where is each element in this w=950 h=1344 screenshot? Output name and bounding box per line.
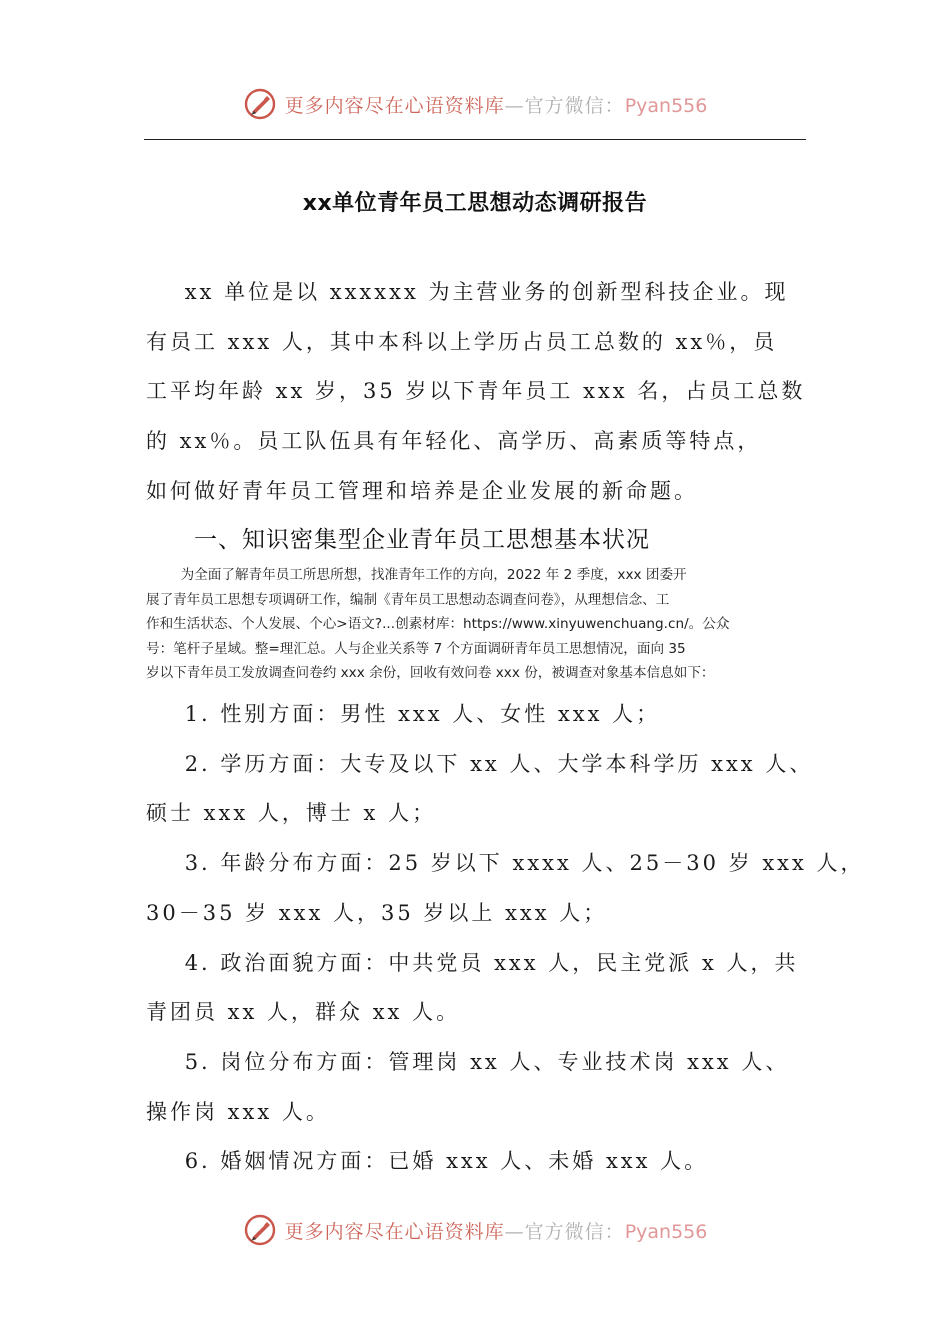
list-item: 3. 年龄分布方面：25 岁以下 xxxx 人、25－30 岁 xxx 人， bbox=[146, 851, 865, 876]
banner-content bbox=[243, 87, 708, 121]
banner-text bbox=[285, 1217, 708, 1244]
document-title: xx单位青年员工思想动态调研报告 bbox=[302, 191, 648, 216]
intro-line: 如何做好青年员工管理和培养是企业发展的新命题。 bbox=[146, 478, 698, 503]
survey-paragraph bbox=[146, 563, 816, 686]
banner-wechat-label: 官方微信： bbox=[524, 1220, 625, 1243]
banner-text bbox=[285, 91, 708, 118]
footer-banner bbox=[0, 1210, 950, 1250]
intro-line: 的 xx％。员工队伍具有年轻化、高学历、高素质等特点， bbox=[146, 429, 762, 454]
banner-main-text: 更多内容尽在心语资料库 bbox=[284, 1220, 505, 1243]
list-item: 操作岗 xxx 人。 bbox=[146, 1099, 330, 1124]
banner-main-text: 更多内容尽在心语资料库 bbox=[284, 94, 505, 117]
list-item: 硕士 xxx 人，博士 x 人； bbox=[146, 801, 437, 826]
list-item: 2. 学历方面：大专及以下 xx 人、大学本科学历 xxx 人、 bbox=[146, 751, 814, 776]
list-item: 青团员 xx 人，群众 xx 人。 bbox=[146, 1000, 461, 1025]
survey-line: 岁以下青年员工发放调查问卷约 xxx 余份，回收有效问卷 xxx 份，被调查对象基本信息如下： bbox=[146, 665, 715, 681]
banner-wechat-id: Pyan556 bbox=[624, 1220, 708, 1243]
quill-pen-icon bbox=[243, 87, 277, 121]
banner-wechat-id: Pyan556 bbox=[624, 94, 708, 117]
respondent-info-list bbox=[146, 690, 865, 1187]
list-item: 30－35 岁 xxx 人，35 岁以上 xxx 人； bbox=[146, 900, 608, 925]
list-item: 6. 婚姻情况方面：已婚 xxx 人、未婚 xxx 人。 bbox=[146, 1149, 709, 1174]
banner-dash: — bbox=[504, 1220, 525, 1243]
banner-dash: — bbox=[504, 94, 525, 117]
banner-wechat-label: 官方微信： bbox=[524, 94, 625, 117]
intro-line: 有员工 xxx 人，其中本科以上学历占员工总数的 xx％，员 bbox=[146, 329, 778, 354]
survey-line: 作和生活状态、个人发展、个心>语文?...创素材库：https://www.xinyuwenchuang.cn/。公众 bbox=[146, 616, 730, 632]
survey-line: 展了青年员工思想专项调研工作，编制《青年员工思想动态调查问卷》，从理想信念、工 bbox=[146, 591, 670, 608]
intro-line: 工平均年龄 xx 岁，35 岁以下青年员工 xxx 名，占员工总数 bbox=[146, 379, 806, 404]
quill-pen-icon bbox=[243, 1213, 277, 1247]
intro-paragraph bbox=[146, 268, 816, 517]
header-divider bbox=[144, 139, 806, 140]
survey-line: 号：笔杆子星域。整=理汇总。人与企业关系等 7 个方面调研青年员工思想情况，面向 35 bbox=[146, 640, 686, 657]
list-item: 5. 岗位分布方面：管理岗 xx 人、专业技术岗 xxx 人、 bbox=[146, 1049, 790, 1074]
survey-line: 为全面了解青年员工所思所想，找准青年工作的方向，2022 年 2 季度，xxx 团委开 bbox=[146, 567, 687, 583]
list-item: 1. 性别方面：男性 xxx 人、女性 xxx 人； bbox=[146, 702, 661, 726]
banner-content bbox=[243, 1213, 708, 1247]
list-item: 4. 政治面貌方面：中共党员 xxx 人，民主党派 x 人，共 bbox=[146, 950, 799, 975]
section-heading: 一、知识密集型企业青年员工思想基本状况 bbox=[194, 527, 650, 553]
intro-line: xx 单位是以 xxxxxx 为主营业务的创新型科技企业。现 bbox=[146, 280, 789, 304]
header-banner bbox=[0, 84, 950, 124]
